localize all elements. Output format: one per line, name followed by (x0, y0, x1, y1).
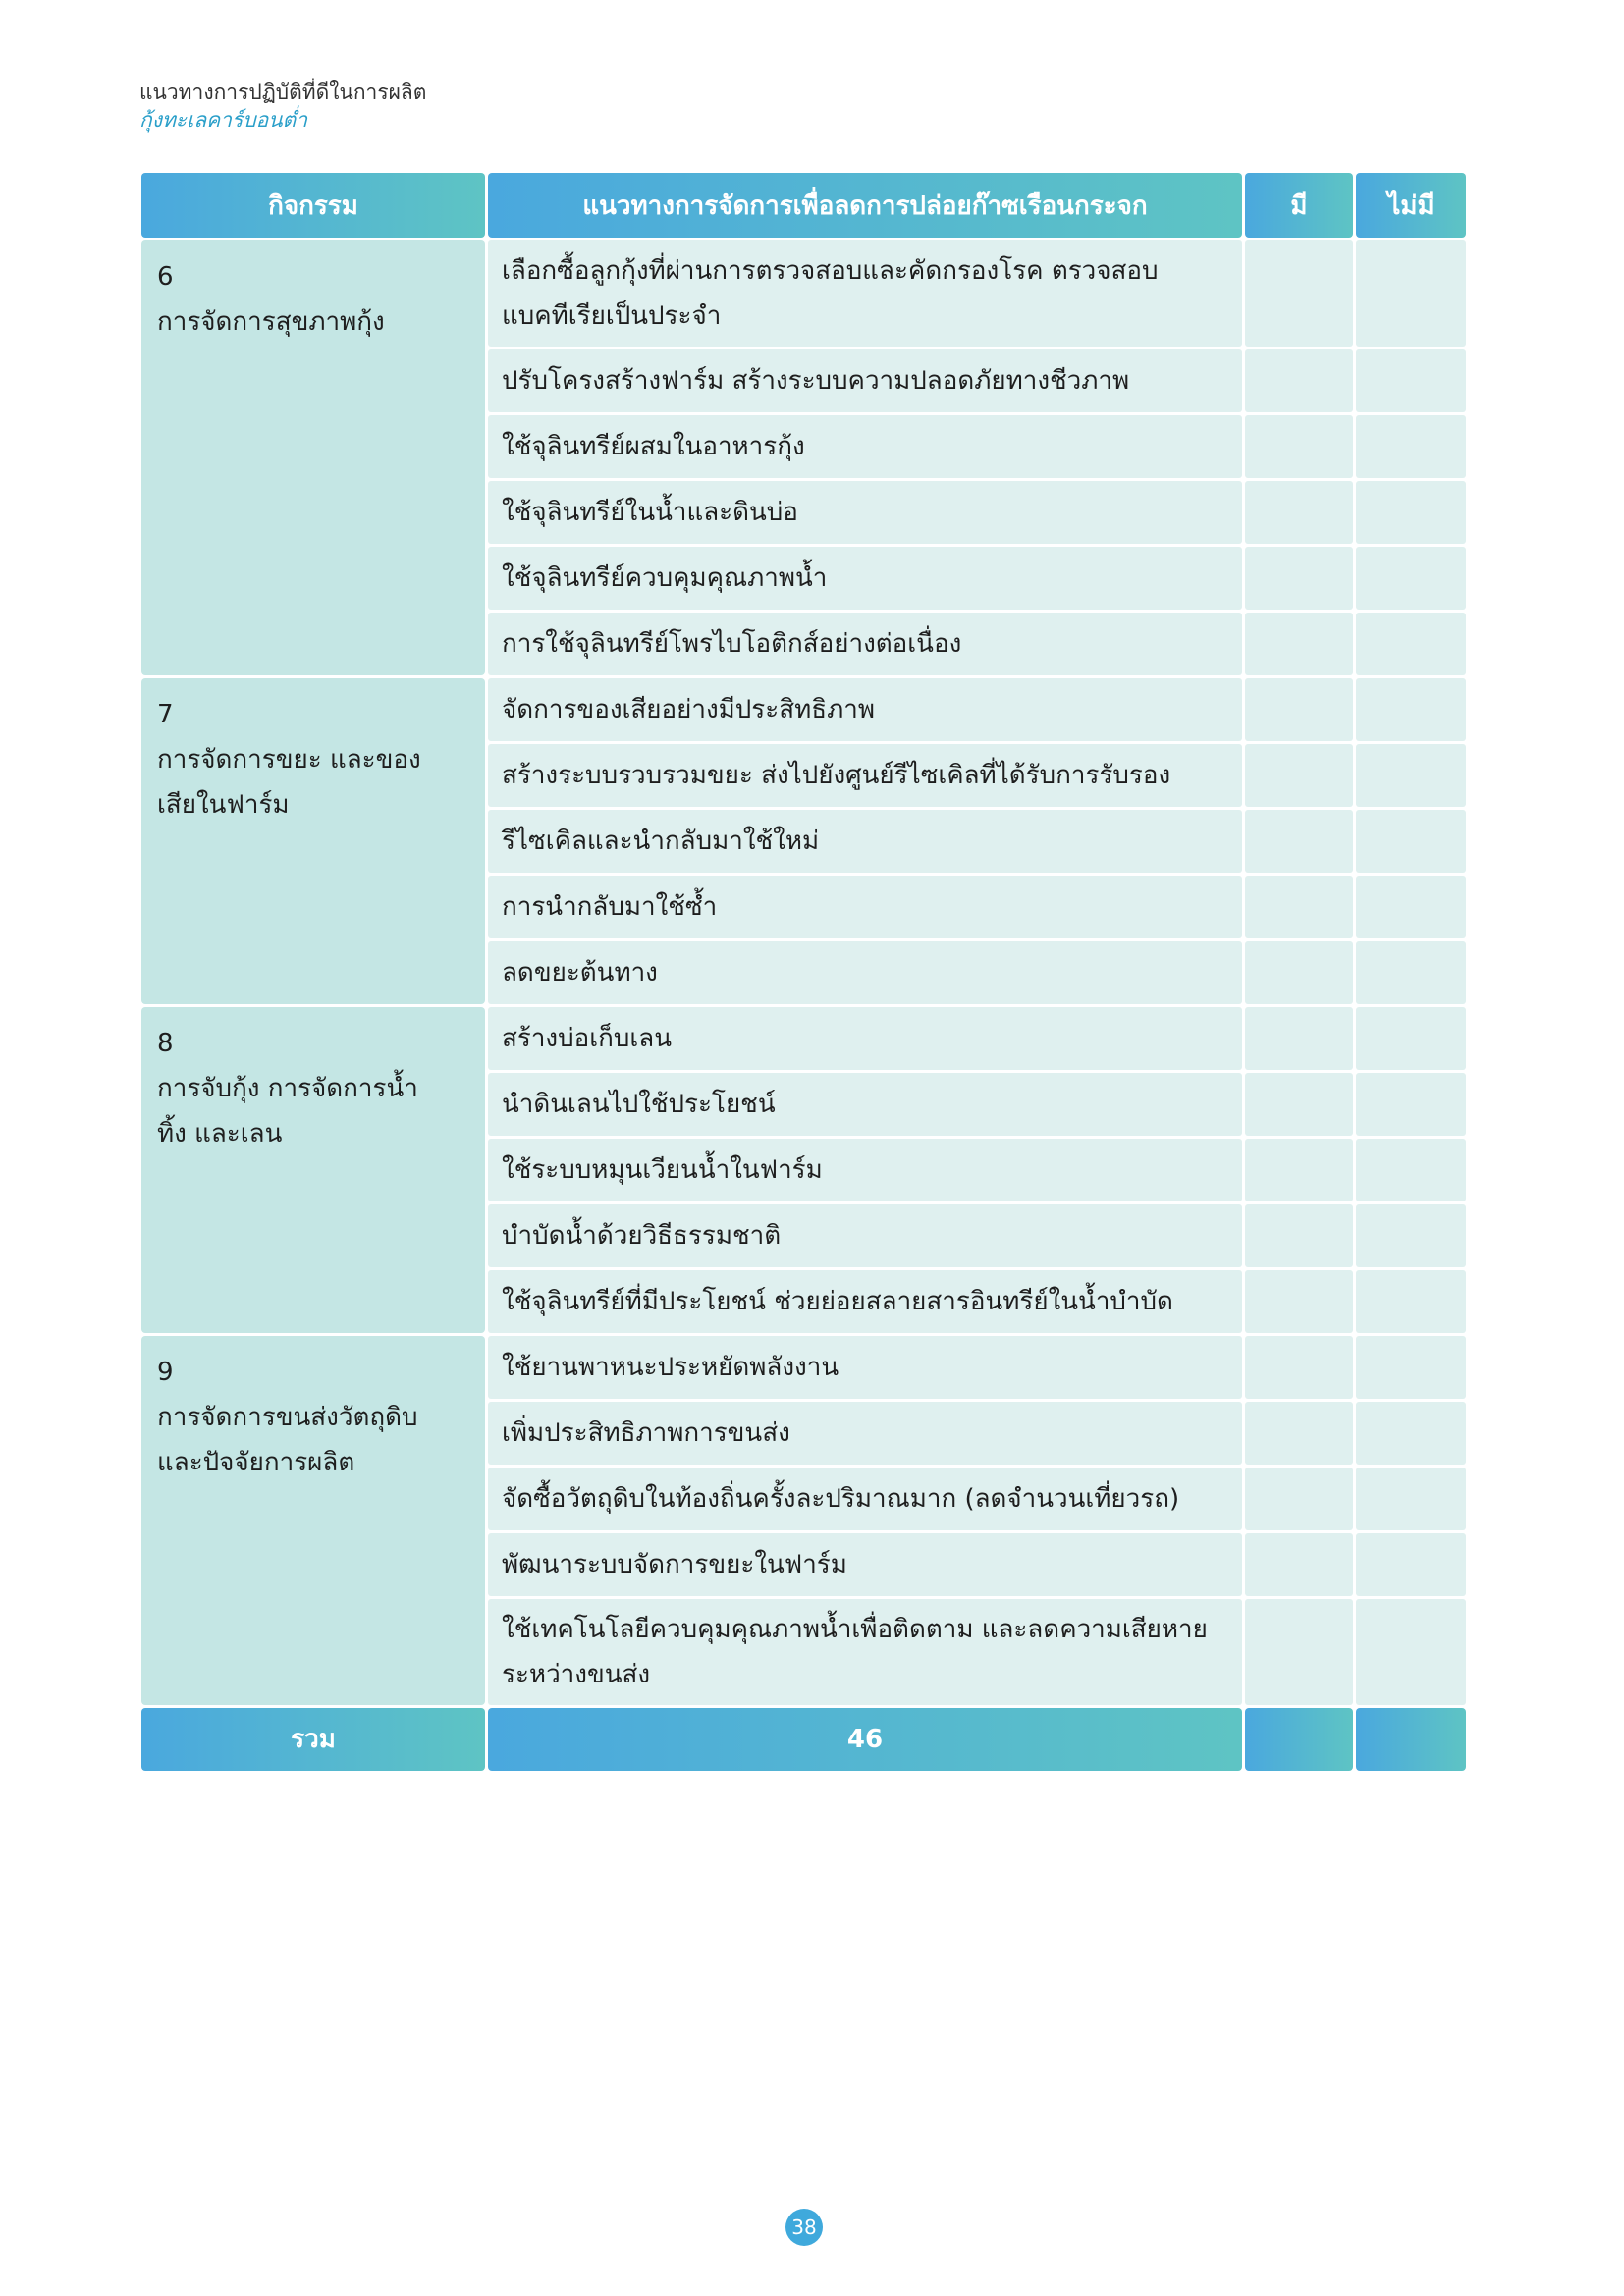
not-have-checkbox-cell[interactable] (1356, 810, 1466, 873)
have-checkbox-cell[interactable] (1245, 678, 1353, 741)
not-have-checkbox-cell[interactable] (1356, 240, 1466, 347)
guideline-cell: รีไซเคิลและนำกลับมาใช้ใหม่ (488, 810, 1242, 873)
activity-label: การจัดการขยะ และของเสียในฟาร์ม (157, 745, 421, 820)
activity-cell (141, 1007, 485, 1333)
guideline-cell: ลดขยะต้นทาง (488, 941, 1242, 1004)
guideline-cell: สร้างระบบรวบรวมขยะ ส่งไปยังศูนย์รีไซเคิลที่ได้รับการรับรอง (488, 744, 1242, 807)
not-have-checkbox-cell[interactable] (1356, 1073, 1466, 1136)
have-checkbox-cell[interactable] (1245, 349, 1353, 412)
guideline-cell: นำดินเลนไปใช้ประโยชน์ (488, 1073, 1242, 1136)
have-checkbox-cell[interactable] (1245, 1468, 1353, 1530)
not-have-checkbox-cell[interactable] (1356, 1007, 1466, 1070)
not-have-checkbox-cell[interactable] (1356, 547, 1466, 610)
header-have: มี (1245, 173, 1353, 238)
header-title: แนวทางการปฏิบัติที่ดีในการผลิต (139, 80, 427, 104)
guideline-cell: ใช้จุลินทรีย์ผสมในอาหารกุ้ง (488, 415, 1242, 478)
have-checkbox-cell[interactable] (1245, 415, 1353, 478)
activity-cell (141, 678, 485, 1004)
have-checkbox-cell[interactable] (1245, 1533, 1353, 1596)
header-not-have: ไม่มี (1356, 173, 1466, 238)
page-number: 38 (785, 2209, 823, 2246)
table-row (141, 678, 1466, 741)
not-have-checkbox-cell[interactable] (1356, 744, 1466, 807)
header-activity: กิจกรรม (141, 173, 485, 238)
guideline-cell: ปรับโครงสร้างฟาร์ม สร้างระบบความปลอดภัยทางชีวภาพ (488, 349, 1242, 412)
not-have-checkbox-cell[interactable] (1356, 1533, 1466, 1596)
not-have-checkbox-cell[interactable] (1356, 415, 1466, 478)
not-have-checkbox-cell[interactable] (1356, 941, 1466, 1004)
not-have-checkbox-cell[interactable] (1356, 678, 1466, 741)
header-subtitle: กุ้งทะเลคาร์บอนต่ำ (139, 108, 307, 132)
table-row (141, 1007, 1466, 1070)
guideline-cell: บำบัดน้ำด้วยวิธีธรรมชาติ (488, 1204, 1242, 1267)
not-have-checkbox-cell[interactable] (1356, 1402, 1466, 1465)
total-value: 46 (488, 1708, 1242, 1771)
total-row (141, 1708, 1466, 1771)
have-checkbox-cell[interactable] (1245, 810, 1353, 873)
activity-number: 6 (157, 262, 174, 292)
guideline-cell: จัดซื้อวัตถุดิบในท้องถิ่นครั้งละปริมาณมาก (ลดจำนวนเที่ยวรถ) (488, 1468, 1242, 1530)
have-checkbox-cell[interactable] (1245, 1007, 1353, 1070)
guideline-cell: ใช้ยานพาหนะประหยัดพลังงาน (488, 1336, 1242, 1399)
guideline-cell: ใช้จุลินทรีย์ที่มีประโยชน์ ช่วยย่อยสลายสารอินทรีย์ในน้ำบำบัด (488, 1270, 1242, 1333)
not-have-checkbox-cell[interactable] (1356, 349, 1466, 412)
running-header (139, 79, 426, 133)
have-checkbox-cell[interactable] (1245, 1139, 1353, 1201)
have-checkbox-cell[interactable] (1245, 613, 1353, 675)
not-have-checkbox-cell[interactable] (1356, 1468, 1466, 1530)
guideline-cell: เพิ่มประสิทธิภาพการขนส่ง (488, 1402, 1242, 1465)
not-have-checkbox-cell[interactable] (1356, 481, 1466, 544)
activity-label: การจัดการขนส่งวัตถุดิบ และปัจจัยการผลิต (157, 1403, 418, 1477)
have-checkbox-cell[interactable] (1245, 744, 1353, 807)
table-body (141, 240, 1466, 1705)
not-have-checkbox-cell[interactable] (1356, 1270, 1466, 1333)
have-checkbox-cell[interactable] (1245, 1402, 1353, 1465)
activity-number: 7 (157, 700, 174, 729)
guideline-cell: เลือกซื้อลูกกุ้งที่ผ่านการตรวจสอบและคัดกรองโรค ตรวจสอบแบคทีเรียเป็นประจำ (488, 240, 1242, 347)
have-checkbox-cell[interactable] (1245, 1336, 1353, 1399)
total-have-cell (1245, 1708, 1353, 1771)
table-row (141, 240, 1466, 347)
guideline-cell: ใช้จุลินทรีย์ควบคุมคุณภาพน้ำ (488, 547, 1242, 610)
activity-cell (141, 1336, 485, 1705)
guideline-cell: พัฒนาระบบจัดการขยะในฟาร์ม (488, 1533, 1242, 1596)
guideline-cell: จัดการของเสียอย่างมีประสิทธิภาพ (488, 678, 1242, 741)
activity-number: 8 (157, 1029, 174, 1058)
have-checkbox-cell[interactable] (1245, 547, 1353, 610)
have-checkbox-cell[interactable] (1245, 1270, 1353, 1333)
activity-label: การจับกุ้ง การจัดการน้ำทิ้ง และเลน (157, 1074, 418, 1148)
guideline-cell: สร้างบ่อเก็บเลน (488, 1007, 1242, 1070)
not-have-checkbox-cell[interactable] (1356, 1599, 1466, 1705)
have-checkbox-cell[interactable] (1245, 941, 1353, 1004)
checklist-table (138, 170, 1469, 1774)
guideline-cell: การนำกลับมาใช้ซ้ำ (488, 876, 1242, 938)
not-have-checkbox-cell[interactable] (1356, 613, 1466, 675)
have-checkbox-cell[interactable] (1245, 876, 1353, 938)
have-checkbox-cell[interactable] (1245, 240, 1353, 347)
activity-number: 9 (157, 1358, 174, 1387)
guideline-cell: การใช้จุลินทรีย์โพรไบโอติกส์อย่างต่อเนื่อง (488, 613, 1242, 675)
activity-cell (141, 240, 485, 675)
table-header-row (141, 173, 1466, 238)
not-have-checkbox-cell[interactable] (1356, 1336, 1466, 1399)
header-guideline: แนวทางการจัดการเพื่อลดการปล่อยก๊าซเรือนกระจก (488, 173, 1242, 238)
have-checkbox-cell[interactable] (1245, 1073, 1353, 1136)
not-have-checkbox-cell[interactable] (1356, 1204, 1466, 1267)
guideline-cell: ใช้เทคโนโลยีควบคุมคุณภาพน้ำเพื่อติดตาม และลดความเสียหายระหว่างขนส่ง (488, 1599, 1242, 1705)
not-have-checkbox-cell[interactable] (1356, 876, 1466, 938)
total-label: รวม (141, 1708, 485, 1771)
have-checkbox-cell[interactable] (1245, 481, 1353, 544)
have-checkbox-cell[interactable] (1245, 1204, 1353, 1267)
table-row (141, 1336, 1466, 1399)
not-have-checkbox-cell[interactable] (1356, 1139, 1466, 1201)
have-checkbox-cell[interactable] (1245, 1599, 1353, 1705)
activity-label: การจัดการสุขภาพกุ้ง (157, 307, 385, 337)
guideline-cell: ใช้จุลินทรีย์ในน้ำและดินบ่อ (488, 481, 1242, 544)
guideline-cell: ใช้ระบบหมุนเวียนน้ำในฟาร์ม (488, 1139, 1242, 1201)
total-not-have-cell (1356, 1708, 1466, 1771)
